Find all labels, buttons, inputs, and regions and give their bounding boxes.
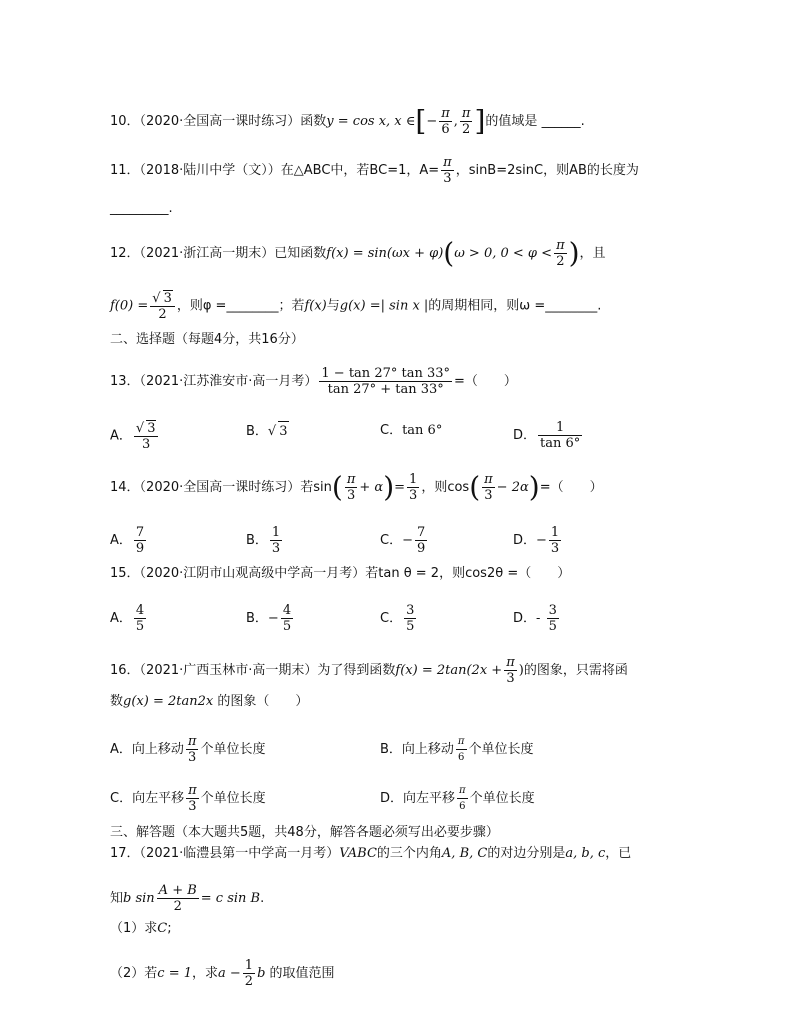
math-expression: ω > 0, 0 < φ < (454, 246, 553, 261)
question-text: 函数 (300, 114, 327, 129)
option-label: C． (380, 533, 403, 548)
question-source: （2020·全国高一课时练习） (139, 480, 301, 495)
option-label: A． (110, 428, 132, 444)
option-label: C． (380, 423, 403, 438)
fraction: $\frac{7}{9}$ (135, 525, 145, 556)
right-bracket: ] (474, 104, 486, 138)
option-d[interactable]: D．- $\frac{3}{5}$ (513, 603, 557, 634)
option-c[interactable]: C．− $\frac{7}{9}$ (380, 525, 426, 556)
fraction: $\frac{1}{3}$ (550, 525, 560, 556)
math-expression: b sin (123, 891, 155, 906)
option-a[interactable] (110, 525, 148, 556)
question-text: 的值域是 (485, 114, 538, 129)
question-14: 14．（2020·全国高一课时练习）若sin( $\frac{\pi}{3}$ + α)= $\frac{1}{3}$ ，则cos( $\frac{\pi}{3}$ − 2α)=（ ） (110, 470, 603, 504)
fraction: $\frac{\pi}{3}$ (188, 783, 197, 814)
option-label: D．向左平移 (380, 791, 456, 806)
option-label: B．向上移动 (380, 742, 454, 757)
answer-blank: ______. (541, 114, 585, 129)
question-text: 的图象（ ） (217, 694, 309, 709)
fraction: $\frac{\pi}{3}$ (506, 655, 515, 686)
fraction: $\frac{1}{3}$ (271, 525, 281, 556)
math-expression: y = cos x, x ∈ (326, 114, 416, 129)
option-value: tan 6° (402, 423, 443, 438)
math-expression: g(x) =| sin x | (339, 298, 429, 314)
answer-blank: ________. (545, 298, 602, 314)
question-11 (110, 155, 639, 186)
question-text: =（ ） (454, 374, 517, 389)
question-12-line2 (110, 290, 601, 322)
fraction: $\frac{\pi}{3}$ (484, 472, 493, 503)
option-a[interactable] (110, 603, 148, 634)
question-16-line2: 数g(x) = 2tan2x 的图象（ ） (110, 694, 309, 709)
question-source: （2020·江阴市山观高级中学高一月考） (139, 566, 366, 581)
option-label: A． (110, 533, 132, 548)
option-value: 3 (278, 421, 288, 442)
question-source: （2021·广西玉林市·高一期末） (139, 663, 318, 678)
question-number: 14． (110, 480, 140, 495)
question-number: 12． (110, 246, 140, 261)
fraction: $\frac{A + B}{2}$ (158, 883, 197, 914)
option-d[interactable]: D．− $\frac{1}{3}$ (513, 525, 560, 556)
option-label: D． (513, 611, 537, 626)
fraction: $\frac{\pi}{6}$ (459, 785, 466, 812)
question-source: （2021·浙江高一期末） (139, 246, 275, 261)
option-b[interactable]: B．√ 3 (246, 421, 289, 442)
question-number: 10． (110, 114, 140, 129)
option-label: B． (246, 424, 268, 439)
question-text: 的周期相同，则ω = (428, 298, 546, 314)
math-expression: f(0) = (110, 298, 149, 314)
math-expression: f(x) = 2tan(2x + (395, 663, 503, 678)
option-c[interactable] (380, 603, 418, 634)
answer-blank: _________. (110, 201, 173, 216)
fraction: $\frac{\pi}{2}$ (461, 106, 471, 137)
question-text: 在△ABC中，若BC=1，A= (280, 163, 440, 178)
question-text: 的图象，只需将函 (523, 663, 628, 678)
question-number: 11． (110, 163, 140, 178)
section-heading: 二、选择题（每题4分，共16分） (110, 332, 304, 347)
question-16: 16．（2021·广西玉林市·高一期末）为了得到函数f(x) = 2tan(2x + $\frac{\pi}{3}$ )的图象，只需将函 (110, 655, 628, 686)
question-text: ，且 (579, 246, 606, 261)
fraction: $\frac{\pi}{3}$ (187, 734, 197, 765)
fraction: $\frac{1}{2}$ (244, 958, 254, 989)
option-b[interactable] (246, 525, 284, 556)
option-a[interactable] (110, 420, 160, 452)
question-source: （2021·江苏淮安市·高一月考） (139, 374, 318, 389)
option-d[interactable] (513, 420, 584, 451)
question-13 (110, 366, 517, 397)
question-text: =（ ） (539, 480, 603, 495)
fraction: $\frac{√ 3}{3}$ (134, 420, 159, 452)
question-text: 与 (326, 298, 340, 314)
option-label: C． (380, 611, 403, 626)
option-b[interactable]: B．向上移动 $\frac{\pi}{6}$ 个单位长度 (380, 736, 534, 763)
question-text: ；若 (278, 298, 305, 314)
question-text: ，sinB=2sinC，则AB的长度为 (455, 163, 639, 178)
fraction: $\frac{1}{3}$ (409, 472, 418, 503)
math-expression: g(x) = 2tan2x (123, 694, 214, 709)
question-17-line2: 知b sin $\frac{A + B}{2}$ = c sin B. (110, 883, 265, 914)
question-number: 17． (110, 846, 140, 861)
question-text: 为了得到函数 (317, 663, 396, 678)
math-expression: VABC (339, 846, 377, 861)
right-paren: ) (568, 236, 580, 270)
question-source: （2020·全国高一课时练习） (139, 114, 301, 129)
fraction: $\frac{1 - \tan 27^\circ \tan 33^\circ}{\tan 27^\circ + \tan 33^\circ}$ (321, 366, 451, 397)
option-c[interactable]: C．向左平移 $\frac{\pi}{3}$ 个单位长度 (110, 783, 266, 814)
option-a[interactable]: A．向上移动 $\frac{\pi}{3}$ 个单位长度 (110, 734, 266, 765)
question-text: ，则φ = (176, 298, 227, 314)
question-number: 16． (110, 663, 140, 678)
option-d[interactable]: D．向左平移 $\frac{\pi}{6}$ 个单位长度 (380, 785, 535, 812)
fraction: $\frac{3}{5}$ (406, 603, 415, 634)
question-text: ，则cos (421, 480, 470, 495)
option-label: B． (246, 611, 268, 626)
question-number: 15． (110, 566, 140, 581)
question-17-part1: （1）求C; (110, 921, 172, 936)
question-17-part2: （2）若c = 1，求a − $\frac{1}{2}$ b 的取值范围 (110, 958, 335, 989)
option-c[interactable] (380, 421, 442, 441)
option-label: A． (110, 611, 132, 626)
option-label: C．向左平移 (110, 791, 185, 806)
fraction: $\frac{√ 3}{2}$ (150, 290, 175, 322)
fraction: $\frac{3}{5}$ (548, 603, 557, 634)
option-b[interactable]: B．− $\frac{4}{5}$ (246, 603, 292, 634)
math-expression: f(x) = sin(ωx + φ) (326, 246, 444, 261)
section-heading: 三、解答题（本大题共5题，共48分，解答各题必须写出必要步骤） (110, 825, 499, 840)
question-number: 13． (110, 374, 140, 389)
question-text: 已知函数 (274, 246, 327, 261)
option-label: D． (513, 428, 537, 443)
question-source: （2018·陆川中学（文）） (139, 163, 281, 178)
fraction: $\frac{\pi}{3}$ (443, 155, 452, 186)
question-12 (110, 238, 606, 269)
option-label: D． (513, 533, 537, 548)
fraction: $\frac{4}{5}$ (135, 603, 145, 634)
answer-blank: ________ (226, 298, 279, 314)
question-17: 17．（2021·临澧县第一中学高一月考）VABC的三个内角A, B, C的对边分别是a, b, c，已 (110, 846, 632, 861)
fraction: $\frac{\pi}{6}$ (457, 736, 465, 763)
left-paren: ( (443, 236, 455, 270)
question-text: 若sin (300, 480, 332, 495)
fraction: $\frac{\pi}{2}$ (556, 238, 565, 269)
question-source: （2021·临澧县第一中学高一月考） (139, 846, 340, 861)
question-15 (110, 564, 570, 584)
minus-sign: − (426, 114, 438, 129)
fraction: $\frac{7}{9}$ (416, 525, 426, 556)
question-text: 若tan θ = 2，则cos2θ =（ ） (365, 566, 571, 581)
fraction: $\frac{\pi}{6}$ (441, 106, 450, 137)
answer-blank-line (110, 199, 173, 219)
option-label: B． (246, 533, 268, 548)
fraction: $\frac{\pi}{3}$ (346, 472, 356, 503)
option-label: A．向上移动 (110, 742, 184, 757)
math-expression: f(x) (304, 298, 327, 314)
fraction: $\frac{1}{\tan 6^\circ}$ (540, 420, 581, 451)
question-10: 10．（2020·全国高一课时练习）函数y = cos x, x ∈[− $\frac{\pi}{6}$ , $\frac{\pi}{2}$ ]的值域是 ______. (110, 104, 585, 138)
fraction: $\frac{4}{5}$ (282, 603, 292, 634)
left-bracket: [ (415, 104, 427, 138)
